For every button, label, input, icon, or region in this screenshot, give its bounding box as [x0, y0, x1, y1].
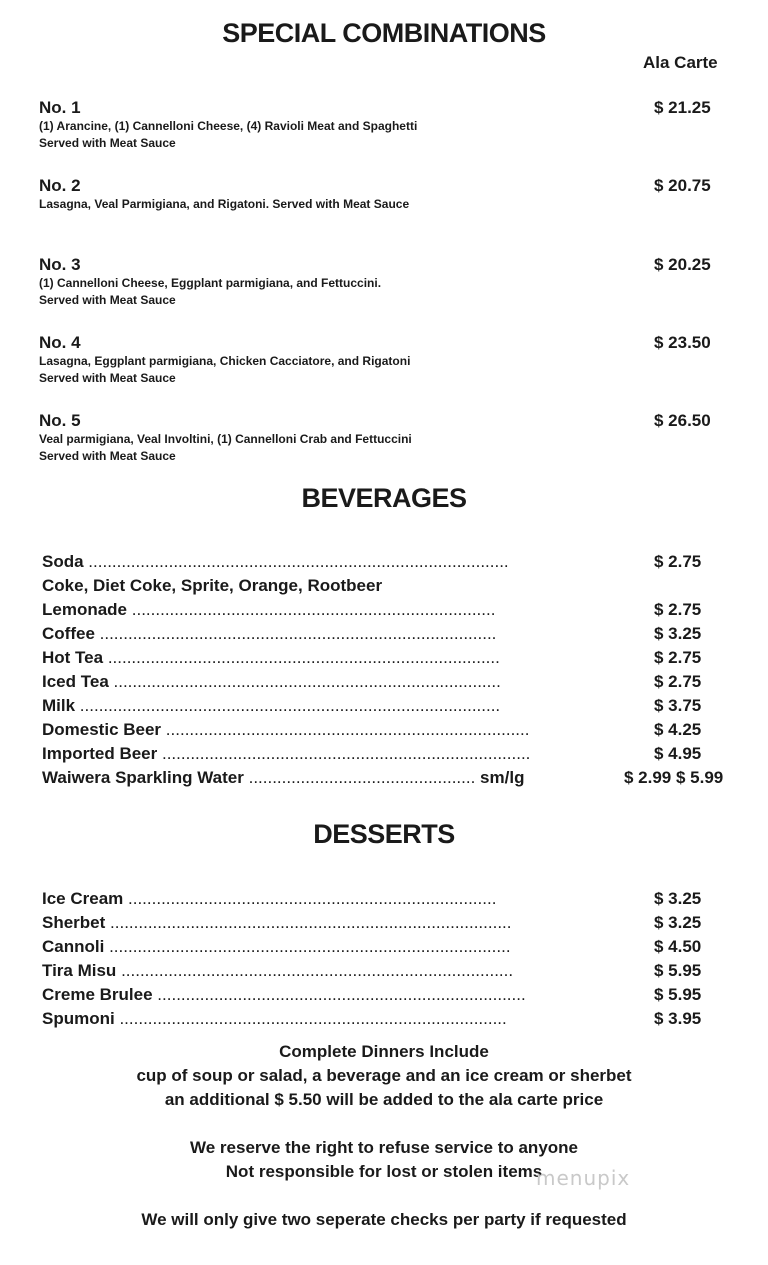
complete-dinners-line: cup of soup or salad, a beverage and an ice cream or sherbet: [136, 1066, 632, 1085]
item-price: $ 2.75: [654, 672, 702, 691]
policy-line: We will only give two seperate checks per party if requested: [141, 1210, 627, 1229]
beverage-soda: Soda .........................................................................................: [42, 552, 509, 571]
dessert-creme-brulee: Creme Brulee ..............................................................................: [42, 985, 526, 1004]
complete-dinners-title: Complete Dinners Include: [279, 1042, 489, 1061]
item-price: $ 3.25: [654, 889, 702, 908]
item-price: $ 2.75: [654, 648, 702, 667]
combo-name: No. 4: [39, 333, 81, 352]
combo-price: $ 20.75: [654, 176, 711, 195]
combo-name: No. 2: [39, 176, 81, 195]
combo-price: $ 21.25: [654, 98, 711, 117]
policy-line: We reserve the right to refuse service to anyone: [190, 1138, 578, 1157]
item-name: Hot Tea: [42, 648, 104, 667]
policy-line: Not responsible for lost or stolen items: [225, 1162, 543, 1181]
combo-name: No. 1: [39, 98, 81, 117]
beverage-coffee: Coffee ....................................................................................: [42, 624, 497, 643]
combo-description: Served with Meat Sauce: [39, 293, 176, 307]
desserts-heading: DESSERTS: [313, 819, 455, 849]
combo-item: [39, 255, 739, 309]
item-name: Creme Brulee: [42, 985, 153, 1004]
combo-description: Served with Meat Sauce: [39, 449, 176, 463]
item-price: $ 3.95: [654, 1009, 702, 1028]
combo-item: [39, 176, 739, 213]
item-price: $ 5.95: [654, 961, 702, 980]
dessert-cannoli: Cannoli .....................................................................................: [42, 937, 511, 956]
item-name: Coffee: [42, 624, 95, 643]
dessert-sherbet: Sherbet .....................................................................................: [42, 913, 512, 932]
beverage-milk: Milk .........................................................................................: [42, 696, 501, 715]
item-name: Milk: [42, 696, 76, 715]
combo-price: $ 26.50: [654, 411, 711, 430]
combo-description: Served with Meat Sauce: [39, 136, 176, 150]
item-name: Domestic Beer: [42, 720, 162, 739]
item-name: Ice Cream: [42, 889, 124, 908]
beverage-iced-tea: Iced Tea ..................................................................................: [42, 672, 501, 691]
item-price: $ 3.25: [654, 913, 702, 932]
item-price: $ 4.50: [654, 937, 702, 956]
beverage-sparkling-water: Waiwera Sparkling Water ................................................ sm/lg: [42, 768, 525, 787]
combo-description: (1) Arancine, (1) Cannelloni Cheese, (4) Ravioli Meat and Spaghetti: [39, 119, 418, 133]
item-price: $ 4.95: [654, 744, 702, 763]
combo-price: $ 20.25: [654, 255, 711, 274]
combo-item: [39, 98, 739, 152]
complete-dinners-line: an additional $ 5.50 will be added to the ala carte price: [164, 1090, 604, 1109]
item-price: $ 3.75: [654, 696, 702, 715]
combo-name: No. 3: [39, 255, 81, 274]
soda-flavors: Coke, Diet Coke, Sprite, Orange, Rootbeer: [42, 576, 383, 595]
item-price: $ 3.25: [654, 624, 702, 643]
item-name: Lemonade: [42, 600, 128, 619]
dessert-tira-misu: Tira Misu ...................................................................................: [42, 961, 514, 980]
combo-description: Veal parmigiana, Veal Involtini, (1) Cannelloni Crab and Fettuccini: [39, 432, 412, 446]
combo-description: Lasagna, Eggplant parmigiana, Chicken Cacciatore, and Rigatoni: [39, 354, 411, 368]
item-name: Imported Beer: [42, 744, 158, 763]
ala-carte-label: Ala Carte: [643, 53, 718, 72]
item-price: $ 2.75: [654, 552, 702, 571]
item-price: $ 5.95: [654, 985, 702, 1004]
special-combinations-heading: SPECIAL COMBINATIONS: [222, 18, 546, 48]
item-name: Tira Misu: [42, 961, 117, 980]
combo-price: $ 23.50: [654, 333, 711, 352]
item-name: Sherbet: [42, 913, 106, 932]
item-name: Waiwera Sparkling Water: [42, 768, 244, 787]
beverage-lemonade: Lemonade .............................................................................: [42, 600, 496, 619]
beverage-imported-beer: Imported Beer ..............................................................................: [42, 744, 531, 763]
combo-name: No. 5: [39, 411, 81, 430]
item-size: sm/lg: [480, 768, 525, 787]
beverages-heading: BEVERAGES: [301, 483, 467, 513]
item-name: Spumoni: [42, 1009, 115, 1028]
item-price: $ 4.25: [654, 720, 702, 739]
menupix-watermark: menupix: [536, 1166, 631, 1190]
combo-description: (1) Cannelloni Cheese, Eggplant parmigiana, and Fettuccini.: [39, 276, 382, 290]
item-name: Iced Tea: [42, 672, 109, 691]
beverage-domestic-beer: Domestic Beer .............................................................................: [42, 720, 530, 739]
combo-description: Served with Meat Sauce: [39, 371, 176, 385]
item-name: Cannoli: [42, 937, 105, 956]
item-price: $ 2.75: [654, 600, 702, 619]
item-name: Soda: [42, 552, 84, 571]
dessert-ice-cream: Ice Cream ..............................................................................: [42, 889, 497, 908]
combo-item: [39, 411, 739, 465]
beverage-hot-tea: Hot Tea ...................................................................................: [42, 648, 500, 667]
combo-item: [39, 333, 739, 387]
combo-description: Lasagna, Veal Parmigiana, and Rigatoni. Served with Meat Sauce: [39, 197, 410, 211]
item-price: $ 2.99 $ 5.99: [624, 768, 724, 787]
dessert-spumoni: Spumoni ..................................................................................: [42, 1009, 507, 1028]
